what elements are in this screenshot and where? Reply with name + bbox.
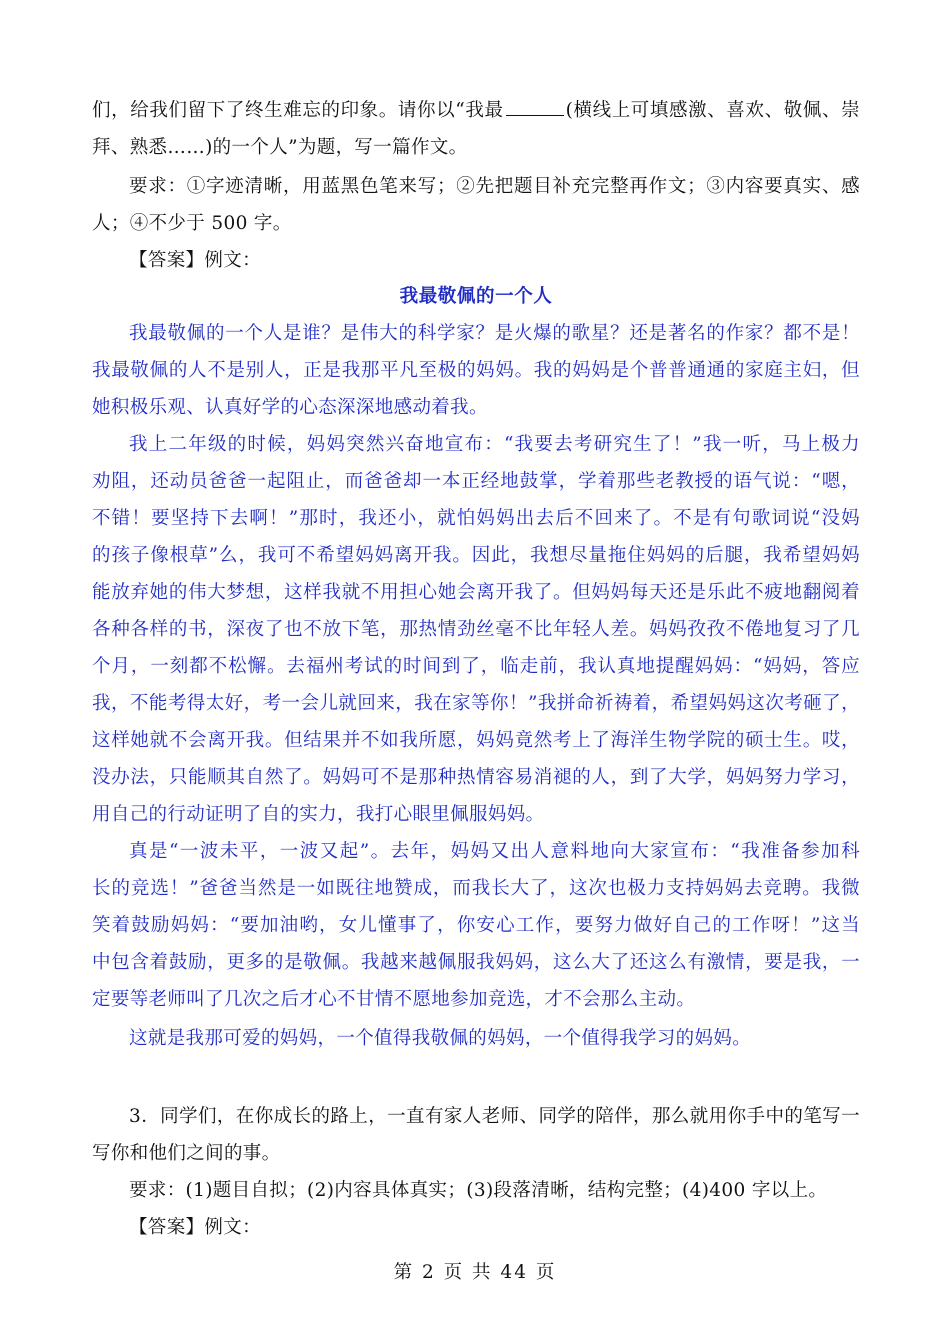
page-footer: 第 2 页 共 44 页 [393,1262,557,1283]
answer-label: 【答案】例文： [129,250,261,271]
essay-line: 的孩子像根草”么，我可不希望妈妈离开我。因此，我想尽量拖住妈妈的后腿，我希望妈妈 [92,545,860,566]
essay-line: 我最敬佩的一个人是谁？是伟大的科学家？是火爆的歌星？还是著名的作家？都不是！ [129,323,860,344]
prompt-text-b: (横线上可填感激、喜欢、敬佩、崇 [565,100,860,121]
essay-line: 我，不能考得太好，考一会儿就回来，我在家等你！”我拼命祈祷着，希望妈妈这次考砸了， [92,693,860,714]
essay-line: 能放弃她的伟大梦想，这样我就不用担心她会离开我了。但妈妈每天还是乐此不疲地翻阅着 [92,582,860,603]
essay-line: 劝阻，还动员爸爸一起阻止，而爸爸却一本正经地鼓掌，学着那些老教授的语气说：“嗯， [92,471,860,492]
prompt-line-1 [92,96,860,126]
prompt-text-a: 们，给我们留下了终生难忘的印象。请你以“我最 [92,100,504,121]
fill-blank [506,97,564,116]
essay-line: 定要等老师叫了几次之后才心不甘情不愿地参加竞选，才不会那么主动。 [92,989,696,1010]
essay-line: 长的竞选！”爸爸当然是一如既往地赞成，而我长大了，这次也极力支持妈妈去竞聘。我微 [92,878,860,899]
essay-line: 个月，一刻都不松懈。去福州考试的时间到了，临走前，我认真地提醒妈妈：“妈妈，答应 [92,656,860,677]
essay-line: 不错！要坚持下去啊！”那时，我还小，就怕妈妈出去后不回来了。不是有句歌词说“没妈 [92,508,860,529]
essay-line: 真是“一波未平，一波又起”。去年，妈妈又出人意料地向大家宣布：“我准备参加科 [129,841,860,862]
prompt-line-2: 拜、熟悉……)的一个人”为题，写一篇作文。 [92,137,468,158]
essay-line: 笑着鼓励妈妈：“要加油哟，女儿懂事了，你安心工作，要努力做好自己的工作呀！”这当 [92,915,860,936]
requirement-line-1: 要求：①字迹清晰，用蓝黑色笔来写；②先把题目补充完整再作文；③内容要真实、感 [129,176,860,197]
essay-line: 她积极乐观、认真好学的心态深深地感动着我。 [92,397,488,418]
essay-line: 这就是我那可爱的妈妈，一个值得我敬佩的妈妈，一个值得我学习的妈妈。 [129,1028,752,1049]
essay-title: 我最敬佩的一个人 [399,286,553,307]
essay-line: 没办法，只能顺其自然了。妈妈可不是那种热情容易消褪的人，到了大学，妈妈努力学习， [92,767,860,788]
question-3-line-2: 写你和他们之间的事。 [92,1143,281,1164]
essay-line: 我上二年级的时候，妈妈突然兴奋地宣布：“我要去考研究生了！”我一听，马上极力 [129,434,860,455]
essay-line: 中包含着鼓励，更多的是敬佩。我越来越佩服我妈妈，这么大了还这么有激情，要是我，一 [92,952,860,973]
essay-line: 我最敬佩的人不是别人，正是我那平凡至极的妈妈。我的妈妈是个普普通通的家庭主妇，但 [92,360,860,381]
essay-line: 各种各样的书，深夜了也不放下笔，那热情劲丝毫不比年轻人差。妈妈孜孜不倦地复习了几 [92,619,860,640]
question-3-requirements: 要求：(1)题目自拟；(2)内容具体真实；(3)段落清晰，结构完整；(4)400 字以上。 [129,1180,828,1201]
essay-line: 用自己的行动证明了自的实力，我打心眼里佩服妈妈。 [92,804,545,825]
requirement-line-2: 人；④不少于 500 字。 [92,213,292,234]
essay-line: 这样她就不会离开我。但结果并不如我所愿，妈妈竟然考上了海洋生物学院的硕士生。哎， [92,730,860,751]
question-3-line-1: 3．同学们，在你成长的路上，一直有家人老师、同学的陪伴，那么就用你手中的笔写一 [129,1106,860,1127]
question-3-answer-label: 【答案】例文： [129,1217,261,1238]
